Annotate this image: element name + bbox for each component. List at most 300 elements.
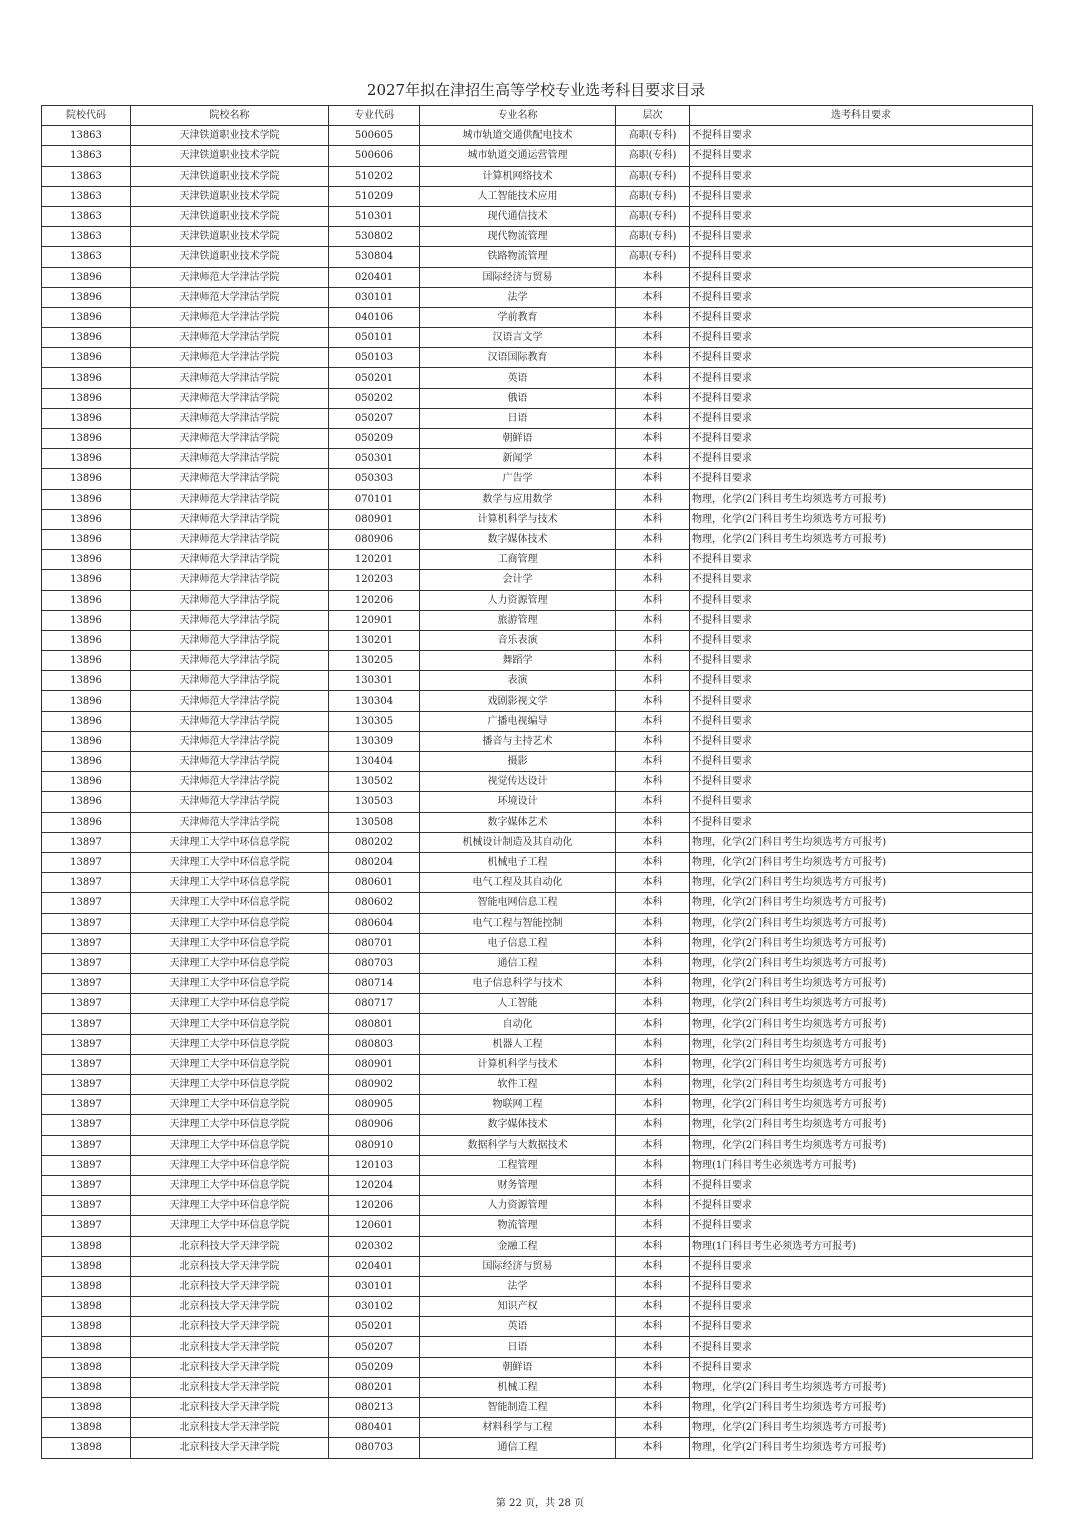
school-code-cell: 13896	[42, 570, 131, 590]
major-code-cell: 080901	[329, 509, 420, 529]
table-row	[42, 1357, 1033, 1377]
school-name-cell: 北京科技大学天津学院	[131, 1256, 329, 1276]
school-name-cell: 天津师范大学津沽学院	[131, 812, 329, 832]
school-code-cell: 13897	[42, 1135, 131, 1155]
catalog-table	[41, 105, 1033, 1459]
level-cell: 本科	[616, 1297, 690, 1317]
school-code-cell: 13897	[42, 1216, 131, 1236]
table-row	[42, 307, 1033, 327]
school-name-cell: 天津师范大学津沽学院	[131, 752, 329, 772]
column-header-level: 层次	[616, 106, 690, 126]
level-cell: 本科	[616, 1075, 690, 1095]
subject-requirement-cell: 不提科目要求	[690, 166, 1033, 186]
school-code-cell: 13896	[42, 691, 131, 711]
major-name-cell: 戏剧影视文学	[420, 691, 616, 711]
level-cell: 本科	[616, 550, 690, 570]
subject-requirement-cell: 物理，化学(2门科目考生均须选考方可报考)	[690, 953, 1033, 973]
school-code-cell: 13898	[42, 1256, 131, 1276]
table-row	[42, 166, 1033, 186]
table-row	[42, 227, 1033, 247]
major-code-cell: 030102	[329, 1297, 420, 1317]
table-row	[42, 1337, 1033, 1357]
major-name-cell: 金融工程	[420, 1236, 616, 1256]
school-name-cell: 天津师范大学津沽学院	[131, 328, 329, 348]
major-code-cell: 040106	[329, 307, 420, 327]
major-code-cell: 500606	[329, 146, 420, 166]
level-cell: 本科	[616, 893, 690, 913]
school-name-cell: 天津师范大学津沽学院	[131, 449, 329, 469]
level-cell: 本科	[616, 1175, 690, 1195]
table-row	[42, 630, 1033, 650]
major-name-cell: 计算机科学与技术	[420, 1054, 616, 1074]
major-code-cell: 080601	[329, 873, 420, 893]
school-name-cell: 天津理工大学中环信息学院	[131, 1075, 329, 1095]
school-code-cell: 13863	[42, 227, 131, 247]
subject-requirement-cell: 不提科目要求	[690, 388, 1033, 408]
school-code-cell: 13863	[42, 166, 131, 186]
major-name-cell: 人工智能	[420, 994, 616, 1014]
school-name-cell: 北京科技大学天津学院	[131, 1236, 329, 1256]
subject-requirement-cell: 物理，化学(2门科目考生均须选考方可报考)	[690, 933, 1033, 953]
level-cell: 本科	[616, 1418, 690, 1438]
table-row	[42, 146, 1033, 166]
school-code-cell: 13896	[42, 328, 131, 348]
level-cell: 本科	[616, 509, 690, 529]
table-row	[42, 267, 1033, 287]
subject-requirement-cell: 不提科目要求	[690, 550, 1033, 570]
school-name-cell: 天津理工大学中环信息学院	[131, 1216, 329, 1236]
school-name-cell: 天津理工大学中环信息学院	[131, 933, 329, 953]
major-name-cell: 舞蹈学	[420, 651, 616, 671]
major-code-cell: 050303	[329, 469, 420, 489]
major-name-cell: 数字媒体技术	[420, 1115, 616, 1135]
school-code-cell: 13896	[42, 348, 131, 368]
subject-requirement-cell: 不提科目要求	[690, 711, 1033, 731]
school-code-cell: 13897	[42, 1196, 131, 1216]
table-row	[42, 1438, 1033, 1458]
major-name-cell: 计算机网络技术	[420, 166, 616, 186]
school-code-cell: 13897	[42, 1075, 131, 1095]
table-row	[42, 913, 1033, 933]
school-name-cell: 天津理工大学中环信息学院	[131, 1115, 329, 1135]
subject-requirement-cell: 不提科目要求	[690, 590, 1033, 610]
level-cell: 本科	[616, 812, 690, 832]
table-row	[42, 206, 1033, 226]
level-cell: 本科	[616, 307, 690, 327]
table-row	[42, 994, 1033, 1014]
subject-requirement-cell: 物理，化学(2门科目考生均须选考方可报考)	[690, 1398, 1033, 1418]
table-row	[42, 671, 1033, 691]
level-cell: 本科	[616, 731, 690, 751]
major-code-cell: 080803	[329, 1034, 420, 1054]
major-name-cell: 软件工程	[420, 1075, 616, 1095]
major-name-cell: 财务管理	[420, 1175, 616, 1195]
level-cell: 本科	[616, 449, 690, 469]
subject-requirement-cell: 物理，化学(2门科目考生均须选考方可报考)	[690, 529, 1033, 549]
subject-requirement-cell: 物理，化学(2门科目考生均须选考方可报考)	[690, 1095, 1033, 1115]
school-name-cell: 北京科技大学天津学院	[131, 1276, 329, 1296]
major-name-cell: 视觉传达设计	[420, 772, 616, 792]
school-code-cell: 13896	[42, 671, 131, 691]
major-name-cell: 数字媒体技术	[420, 529, 616, 549]
subject-requirement-cell: 不提科目要求	[690, 307, 1033, 327]
major-code-cell: 080703	[329, 1438, 420, 1458]
subject-requirement-cell: 不提科目要求	[690, 691, 1033, 711]
school-name-cell: 天津铁道职业技术学院	[131, 186, 329, 206]
school-code-cell: 13897	[42, 913, 131, 933]
school-name-cell: 天津理工大学中环信息学院	[131, 1196, 329, 1216]
table-row	[42, 752, 1033, 772]
table-row	[42, 772, 1033, 792]
major-code-cell: 050103	[329, 348, 420, 368]
level-cell: 本科	[616, 1377, 690, 1397]
level-cell: 本科	[616, 671, 690, 691]
school-code-cell: 13897	[42, 994, 131, 1014]
table-row	[42, 529, 1033, 549]
major-name-cell: 机械电子工程	[420, 852, 616, 872]
major-name-cell: 会计学	[420, 570, 616, 590]
subject-requirement-cell: 物理，化学(2门科目考生均须选考方可报考)	[690, 913, 1033, 933]
major-code-cell: 080901	[329, 1054, 420, 1074]
major-code-cell: 050209	[329, 1357, 420, 1377]
school-code-cell: 13897	[42, 1175, 131, 1195]
table-row	[42, 1418, 1033, 1438]
school-code-cell: 13896	[42, 368, 131, 388]
subject-requirement-cell: 不提科目要求	[690, 1216, 1033, 1236]
table-row	[42, 550, 1033, 570]
major-name-cell: 国际经济与贸易	[420, 1256, 616, 1276]
major-name-cell: 旅游管理	[420, 610, 616, 630]
table-row	[42, 1276, 1033, 1296]
level-cell: 本科	[616, 873, 690, 893]
school-code-cell: 13896	[42, 630, 131, 650]
school-code-cell: 13863	[42, 186, 131, 206]
subject-requirement-cell: 不提科目要求	[690, 429, 1033, 449]
subject-requirement-cell: 不提科目要求	[690, 630, 1033, 650]
level-cell: 本科	[616, 368, 690, 388]
major-code-cell: 120206	[329, 590, 420, 610]
school-name-cell: 天津理工大学中环信息学院	[131, 994, 329, 1014]
subject-requirement-cell: 物理，化学(2门科目考生均须选考方可报考)	[690, 1377, 1033, 1397]
subject-requirement-cell: 不提科目要求	[690, 267, 1033, 287]
major-name-cell: 播音与主持艺术	[420, 731, 616, 751]
school-name-cell: 天津师范大学津沽学院	[131, 671, 329, 691]
school-code-cell: 13896	[42, 408, 131, 428]
major-name-cell: 表演	[420, 671, 616, 691]
major-name-cell: 铁路物流管理	[420, 247, 616, 267]
school-name-cell: 天津师范大学津沽学院	[131, 630, 329, 650]
level-cell: 高职(专科)	[616, 227, 690, 247]
school-code-cell: 13896	[42, 429, 131, 449]
table-row	[42, 1196, 1033, 1216]
table-row	[42, 1054, 1033, 1074]
column-header-subject-requirement: 选考科目要求	[690, 106, 1033, 126]
table-row	[42, 691, 1033, 711]
school-name-cell: 天津师范大学津沽学院	[131, 772, 329, 792]
table-row	[42, 1377, 1033, 1397]
subject-requirement-cell: 物理，化学(2门科目考生均须选考方可报考)	[690, 1135, 1033, 1155]
subject-requirement-cell: 物理，化学(2门科目考生均须选考方可报考)	[690, 893, 1033, 913]
school-name-cell: 北京科技大学天津学院	[131, 1398, 329, 1418]
school-name-cell: 天津师范大学津沽学院	[131, 570, 329, 590]
table-row	[42, 1095, 1033, 1115]
table-row	[42, 1115, 1033, 1135]
school-code-cell: 13898	[42, 1297, 131, 1317]
school-code-cell: 13896	[42, 731, 131, 751]
school-name-cell: 天津铁道职业技术学院	[131, 126, 329, 146]
school-name-cell: 天津理工大学中环信息学院	[131, 1014, 329, 1034]
major-name-cell: 计算机科学与技术	[420, 509, 616, 529]
subject-requirement-cell: 不提科目要求	[690, 408, 1033, 428]
major-name-cell: 国际经济与贸易	[420, 267, 616, 287]
major-name-cell: 城市轨道交通供配电技术	[420, 126, 616, 146]
table-row	[42, 590, 1033, 610]
table-row	[42, 1297, 1033, 1317]
major-code-cell: 510202	[329, 166, 420, 186]
school-code-cell: 13896	[42, 287, 131, 307]
table-row	[42, 429, 1033, 449]
table-row	[42, 1216, 1033, 1236]
major-name-cell: 数据科学与大数据技术	[420, 1135, 616, 1155]
subject-requirement-cell: 物理，化学(2门科目考生均须选考方可报考)	[690, 509, 1033, 529]
school-name-cell: 天津师范大学津沽学院	[131, 711, 329, 731]
level-cell: 本科	[616, 1398, 690, 1418]
major-code-cell: 120601	[329, 1216, 420, 1236]
subject-requirement-cell: 不提科目要求	[690, 1196, 1033, 1216]
major-name-cell: 材料科学与工程	[420, 1418, 616, 1438]
major-name-cell: 物联网工程	[420, 1095, 616, 1115]
major-code-cell: 130309	[329, 731, 420, 751]
major-code-cell: 070101	[329, 489, 420, 509]
subject-requirement-cell: 物理，化学(2门科目考生均须选考方可报考)	[690, 994, 1033, 1014]
level-cell: 本科	[616, 408, 690, 428]
school-code-cell: 13863	[42, 247, 131, 267]
subject-requirement-cell: 物理，化学(2门科目考生均须选考方可报考)	[690, 974, 1033, 994]
major-code-cell: 080401	[329, 1418, 420, 1438]
column-header-school-name: 院校名称	[131, 106, 329, 126]
subject-requirement-cell: 不提科目要求	[690, 792, 1033, 812]
major-code-cell: 080714	[329, 974, 420, 994]
level-cell: 本科	[616, 1256, 690, 1276]
major-code-cell: 130205	[329, 651, 420, 671]
subject-requirement-cell: 物理(1门科目考生必须选考方可报考)	[690, 1236, 1033, 1256]
school-code-cell: 13896	[42, 651, 131, 671]
major-name-cell: 朝鲜语	[420, 1357, 616, 1377]
major-name-cell: 数学与应用数学	[420, 489, 616, 509]
major-name-cell: 现代物流管理	[420, 227, 616, 247]
school-name-cell: 天津理工大学中环信息学院	[131, 913, 329, 933]
table-row	[42, 509, 1033, 529]
table-row	[42, 1256, 1033, 1276]
table-row	[42, 469, 1033, 489]
school-code-cell: 13896	[42, 509, 131, 529]
level-cell: 本科	[616, 429, 690, 449]
table-row	[42, 570, 1033, 590]
major-name-cell: 工商管理	[420, 550, 616, 570]
school-code-cell: 13863	[42, 206, 131, 226]
level-cell: 本科	[616, 1034, 690, 1054]
school-code-cell: 13897	[42, 1115, 131, 1135]
school-code-cell: 13897	[42, 1155, 131, 1175]
major-code-cell: 080906	[329, 529, 420, 549]
school-code-cell: 13898	[42, 1357, 131, 1377]
subject-requirement-cell: 不提科目要求	[690, 227, 1033, 247]
major-code-cell: 500605	[329, 126, 420, 146]
subject-requirement-cell: 物理，化学(2门科目考生均须选考方可报考)	[690, 489, 1033, 509]
table-row	[42, 1135, 1033, 1155]
school-code-cell: 13898	[42, 1377, 131, 1397]
level-cell: 本科	[616, 267, 690, 287]
table-row	[42, 974, 1033, 994]
table-row	[42, 348, 1033, 368]
school-code-cell: 13896	[42, 550, 131, 570]
school-name-cell: 天津理工大学中环信息学院	[131, 1034, 329, 1054]
subject-requirement-cell: 物理，化学(2门科目考生均须选考方可报考)	[690, 1418, 1033, 1438]
major-name-cell: 汉语言文学	[420, 328, 616, 348]
major-code-cell: 120201	[329, 550, 420, 570]
major-name-cell: 城市轨道交通运营管理	[420, 146, 616, 166]
table-row	[42, 186, 1033, 206]
school-code-cell: 13897	[42, 953, 131, 973]
major-name-cell: 自动化	[420, 1014, 616, 1034]
major-name-cell: 机械设计制造及其自动化	[420, 832, 616, 852]
subject-requirement-cell: 不提科目要求	[690, 1175, 1033, 1195]
level-cell: 本科	[616, 852, 690, 872]
table-row	[42, 287, 1033, 307]
table-row	[42, 651, 1033, 671]
subject-requirement-cell: 物理，化学(2门科目考生均须选考方可报考)	[690, 1075, 1033, 1095]
subject-requirement-cell: 不提科目要求	[690, 348, 1033, 368]
level-cell: 本科	[616, 1196, 690, 1216]
major-name-cell: 智能制造工程	[420, 1398, 616, 1418]
school-code-cell: 13897	[42, 893, 131, 913]
table-header-row	[42, 106, 1033, 126]
school-name-cell: 北京科技大学天津学院	[131, 1337, 329, 1357]
level-cell: 本科	[616, 469, 690, 489]
table-row	[42, 328, 1033, 348]
table-row	[42, 1034, 1033, 1054]
major-name-cell: 工程管理	[420, 1155, 616, 1175]
subject-requirement-cell: 不提科目要求	[690, 731, 1033, 751]
major-name-cell: 俄语	[420, 388, 616, 408]
school-name-cell: 北京科技大学天津学院	[131, 1357, 329, 1377]
level-cell: 本科	[616, 529, 690, 549]
subject-requirement-cell: 物理，化学(2门科目考生均须选考方可报考)	[690, 873, 1033, 893]
table-row	[42, 711, 1033, 731]
school-name-cell: 天津师范大学津沽学院	[131, 489, 329, 509]
level-cell: 本科	[616, 1054, 690, 1074]
level-cell: 本科	[616, 1155, 690, 1175]
school-name-cell: 天津师范大学津沽学院	[131, 469, 329, 489]
school-code-cell: 13898	[42, 1317, 131, 1337]
level-cell: 本科	[616, 651, 690, 671]
page-title: 2027年拟在津招生高等学校专业选考科目要求目录	[366, 81, 706, 99]
level-cell: 高职(专科)	[616, 146, 690, 166]
table-row	[42, 1075, 1033, 1095]
major-name-cell: 智能电网信息工程	[420, 893, 616, 913]
school-name-cell: 天津铁道职业技术学院	[131, 247, 329, 267]
school-name-cell: 天津师范大学津沽学院	[131, 388, 329, 408]
level-cell: 本科	[616, 1236, 690, 1256]
school-name-cell: 天津理工大学中环信息学院	[131, 1175, 329, 1195]
major-name-cell: 通信工程	[420, 1438, 616, 1458]
major-code-cell: 130305	[329, 711, 420, 731]
school-code-cell: 13897	[42, 852, 131, 872]
major-code-cell: 080906	[329, 1115, 420, 1135]
level-cell: 本科	[616, 691, 690, 711]
level-cell: 本科	[616, 1216, 690, 1236]
school-code-cell: 13863	[42, 146, 131, 166]
school-code-cell: 13863	[42, 126, 131, 146]
level-cell: 本科	[616, 348, 690, 368]
school-code-cell: 13897	[42, 832, 131, 852]
major-code-cell: 030101	[329, 287, 420, 307]
table-row	[42, 812, 1033, 832]
major-name-cell: 知识产权	[420, 1297, 616, 1317]
level-cell: 本科	[616, 489, 690, 509]
school-name-cell: 天津理工大学中环信息学院	[131, 1135, 329, 1155]
table-row	[42, 489, 1033, 509]
level-cell: 高职(专科)	[616, 247, 690, 267]
major-name-cell: 机器人工程	[420, 1034, 616, 1054]
level-cell: 本科	[616, 953, 690, 973]
major-code-cell: 050201	[329, 1317, 420, 1337]
level-cell: 本科	[616, 1115, 690, 1135]
table-row	[42, 873, 1033, 893]
major-code-cell: 050202	[329, 388, 420, 408]
major-code-cell: 120206	[329, 1196, 420, 1216]
table-row	[42, 1014, 1033, 1034]
major-name-cell: 音乐表演	[420, 630, 616, 650]
major-name-cell: 新闻学	[420, 449, 616, 469]
school-code-cell: 13897	[42, 1034, 131, 1054]
major-name-cell: 物流管理	[420, 1216, 616, 1236]
school-code-cell: 13896	[42, 449, 131, 469]
subject-requirement-cell: 不提科目要求	[690, 287, 1033, 307]
school-name-cell: 北京科技大学天津学院	[131, 1297, 329, 1317]
subject-requirement-cell: 不提科目要求	[690, 570, 1033, 590]
table-row	[42, 731, 1033, 751]
major-code-cell: 020302	[329, 1236, 420, 1256]
major-name-cell: 机械工程	[420, 1377, 616, 1397]
major-name-cell: 环境设计	[420, 792, 616, 812]
column-header-major-code: 专业代码	[329, 106, 420, 126]
school-code-cell: 13896	[42, 388, 131, 408]
major-code-cell: 130301	[329, 671, 420, 691]
school-code-cell: 13897	[42, 1014, 131, 1034]
major-name-cell: 法学	[420, 287, 616, 307]
major-name-cell: 人工智能技术应用	[420, 186, 616, 206]
major-code-cell: 120103	[329, 1155, 420, 1175]
major-code-cell: 080910	[329, 1135, 420, 1155]
subject-requirement-cell: 物理，化学(2门科目考生均须选考方可报考)	[690, 832, 1033, 852]
level-cell: 本科	[616, 1135, 690, 1155]
level-cell: 本科	[616, 590, 690, 610]
school-name-cell: 天津理工大学中环信息学院	[131, 852, 329, 872]
school-code-cell: 13896	[42, 307, 131, 327]
subject-requirement-cell: 不提科目要求	[690, 1256, 1033, 1276]
table-body	[42, 126, 1033, 1458]
subject-requirement-cell: 不提科目要求	[690, 1297, 1033, 1317]
table-row	[42, 388, 1033, 408]
major-code-cell: 130502	[329, 772, 420, 792]
level-cell: 本科	[616, 1276, 690, 1296]
school-name-cell: 北京科技大学天津学院	[131, 1418, 329, 1438]
level-cell: 本科	[616, 287, 690, 307]
school-name-cell: 天津师范大学津沽学院	[131, 368, 329, 388]
school-code-cell: 13898	[42, 1418, 131, 1438]
subject-requirement-cell: 物理，化学(2门科目考生均须选考方可报考)	[690, 1014, 1033, 1034]
